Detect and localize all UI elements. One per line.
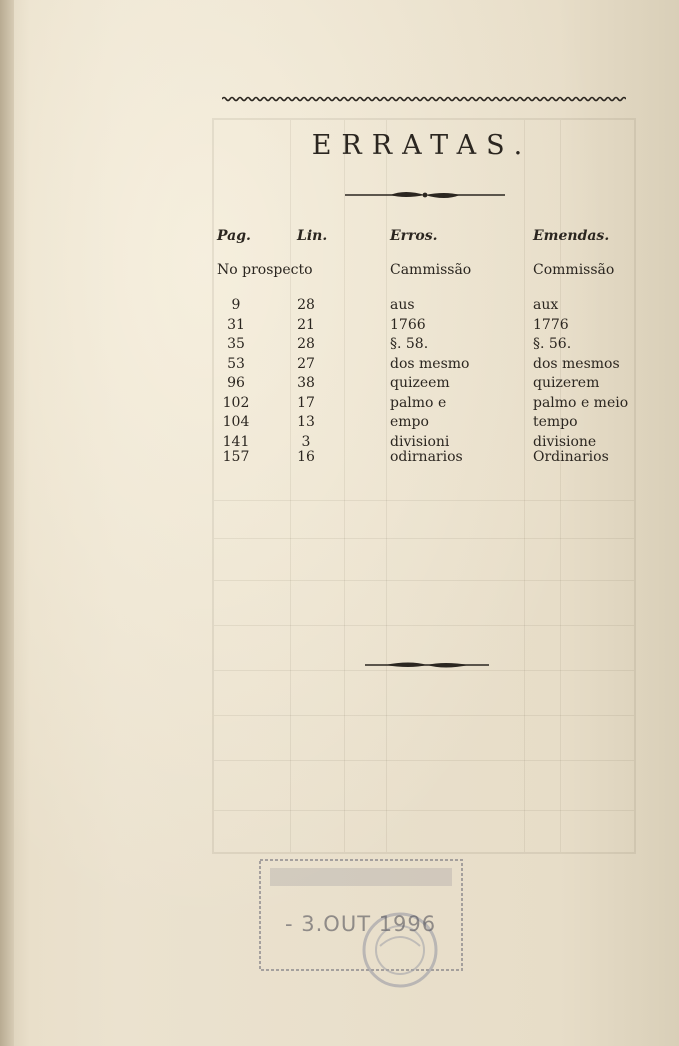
table-row [212,336,652,356]
cell-lin: 27 [297,355,315,372]
cell-pag: 35 [227,336,245,352]
cell-pag: 53 [227,355,245,372]
table-row [212,297,652,317]
column-header-emendas: Emendas. [533,228,610,244]
cell-lin: 38 [297,375,315,391]
column-header-erros: Erros. [390,228,438,244]
stamp-date: - 3.OUT 1996 [285,912,437,936]
cell-emenda: divisione [533,433,597,450]
cell-pag: 102 [222,394,250,411]
cell-pag: 9 [231,297,241,313]
table-row [212,434,652,450]
cell-pag: 31 [227,316,245,333]
cell-emenda: Ordinarios [533,449,609,465]
cell-pag: 141 [222,433,250,450]
table-row [212,375,652,395]
table-row [212,414,652,434]
cell-lin: 3 [301,433,311,450]
errata-table [212,297,652,465]
cell-lin: 28 [297,297,315,313]
cell-erro: dos mesmo [390,355,470,372]
prospecto-erro: Cammissão [390,262,472,278]
table-row [212,317,652,337]
cell-lin: 13 [297,414,315,430]
cell-erro: §. 58. [390,336,429,352]
cell-pag: 104 [222,414,250,430]
cell-emenda: dos mesmos [533,355,620,372]
cell-erro: quizeem [390,375,450,391]
column-header-pag: Pag. [217,228,251,244]
ornament-rule-bottom [365,658,489,672]
table-row [212,449,652,465]
table-row [212,356,652,376]
column-header-lin: Lin. [297,228,328,244]
cell-erro: empo [390,414,429,430]
cell-erro: 1766 [390,316,426,333]
cell-emenda: §. 56. [533,336,572,352]
cell-erro: divisioni [390,433,450,450]
cell-emenda: aux [533,297,559,313]
cell-lin: 21 [297,316,315,333]
page-binding-edge [0,0,14,1046]
cell-emenda: 1776 [533,316,569,333]
cell-erro: palmo e [390,394,447,411]
cell-emenda: quizerem [533,375,600,391]
page-title: ERRATAS. [311,130,533,161]
cell-erro: aus [390,297,415,313]
wavy-rule-divider [222,96,626,102]
ornament-rule-top [345,188,505,202]
cell-lin: 28 [297,336,315,352]
cell-lin: 16 [297,449,315,465]
cell-pag: 157 [222,449,250,465]
cell-pag: 96 [227,375,245,391]
prospecto-label: No prospecto [217,262,313,278]
cell-lin: 17 [297,394,315,411]
cell-emenda: palmo e meio [533,394,629,411]
cell-erro: odirnarios [390,449,463,465]
cell-emenda: tempo [533,414,578,430]
prospecto-emenda: Commissão [533,262,615,278]
table-row [212,395,652,415]
